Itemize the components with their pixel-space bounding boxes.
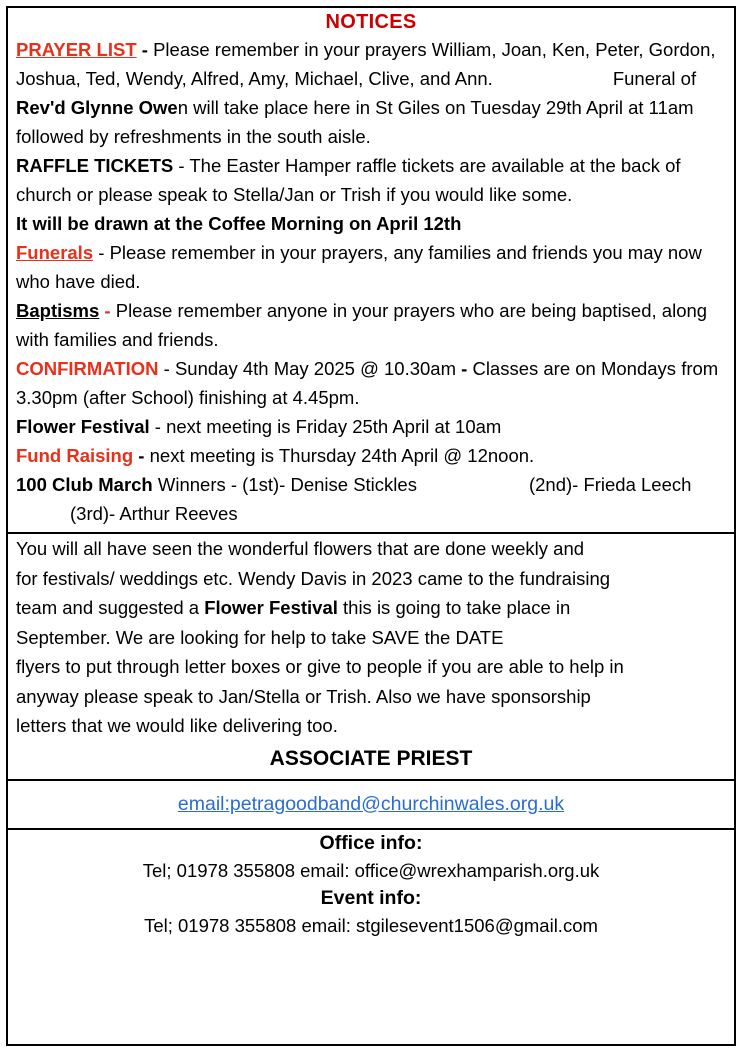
flower-festival-heading: Flower Festival	[16, 416, 150, 437]
office-info-heading: Office info:	[319, 831, 423, 854]
raffle-text: The Easter Hamper raffle tickets are available at the back of church or please speak to Stella/Jan or Trish if you would like some.	[16, 155, 681, 205]
prayer-list-paragraph	[16, 35, 726, 151]
event-info-line: Tel; 01978 355808 email: stgilesevent1506@gmail.com	[144, 914, 598, 936]
confirmation-sep: -	[456, 358, 473, 379]
raffle-paragraph	[16, 151, 726, 209]
event-info-heading: Event info:	[320, 886, 422, 909]
raffle-heading: RAFFLE TICKETS	[16, 155, 174, 176]
funeral-name: Rev'd Glynne Owe	[16, 97, 178, 118]
raffle-draw-line: It will be drawn at the Coffee Morning on April 12th	[16, 213, 462, 234]
flowers-line-5: flyers to put through letter boxes or give to people if you are able to help in	[16, 656, 624, 677]
funeral-intro: Funeral of	[612, 68, 697, 89]
flower-festival-appeal-section	[8, 532, 734, 779]
notices-body	[16, 35, 726, 532]
flowers-line-2: for festivals/ weddings etc. Wendy Davis in 2023 came to the fundraising	[16, 567, 611, 589]
associate-priest-email-section	[8, 779, 734, 828]
club100-third: (3rd)- Arthur Reeves	[70, 503, 238, 524]
flowers-line-3-a: team and suggested a	[16, 597, 205, 618]
fund-raising-text: next meeting is Thursday 24th April @ 12noon.	[149, 445, 535, 466]
funerals-dash: -	[93, 242, 110, 263]
flowers-line-3-b: this is going to take place in	[337, 597, 571, 618]
notices-section	[8, 8, 734, 532]
page-title: NOTICES	[325, 11, 417, 33]
flowers-line-1: You will all have seen the wonderful flowers that are done weekly and	[16, 538, 585, 559]
contact-section	[8, 828, 734, 944]
flowers-line-7: letters that we would like delivering too.	[16, 715, 338, 736]
flowers-line-3-bold: Flower Festival	[204, 597, 338, 618]
baptisms-text: Please remember anyone in your prayers who are being baptised, along with families and friends.	[16, 300, 708, 350]
baptisms-heading: Baptisms	[16, 300, 100, 321]
baptisms-paragraph	[16, 296, 726, 354]
page-border	[6, 6, 736, 1046]
flower-festival-dash: -	[149, 416, 167, 437]
confirmation-date: Sunday 4th May 2025 @ 10.30am	[174, 358, 456, 379]
fund-raising-paragraph	[16, 441, 726, 470]
club100-heading: 100 Club March	[16, 474, 153, 495]
fund-raising-heading: Fund Raising	[16, 445, 134, 466]
confirmation-dash: -	[158, 358, 175, 379]
confirmation-classes: Classes are on Mondays from 3.30pm (after School) finishing at 4.45pm.	[16, 358, 719, 408]
raffle-dash: -	[173, 155, 190, 176]
club100-paragraph	[16, 470, 726, 528]
flower-festival-text: next meeting is Friday 25th April at 10am	[166, 416, 502, 437]
funerals-paragraph	[16, 238, 726, 296]
fund-raising-dash: -	[133, 445, 150, 466]
baptisms-dash: -	[99, 300, 116, 321]
flowers-line-4: September. We are looking for help to take SAVE the DATE	[16, 626, 504, 648]
confirmation-heading: CONFIRMATION	[16, 358, 159, 379]
associate-priest-email-link[interactable]: email:petragoodband@churchinwales.org.uk	[177, 792, 565, 815]
associate-priest-heading: ASSOCIATE PRIEST	[269, 746, 473, 770]
flower-festival-paragraph	[16, 412, 726, 441]
club100-second: (2nd)- Frieda Leech	[528, 474, 692, 495]
funeral-rest: n will take place here in St Giles on Tuesday 29th April at 11am followed by refreshments in the south aisle.	[16, 97, 694, 147]
flowers-line-6: anyway please speak to Jan/Stella or Trish. Also we have sponsorship	[16, 685, 591, 707]
confirmation-paragraph	[16, 354, 726, 412]
funerals-heading: Funerals	[16, 242, 94, 263]
club100-first: Winners - (1st)- Denise Stickles	[157, 474, 417, 495]
prayer-list-heading: PRAYER LIST	[16, 39, 137, 60]
prayer-list-text: Please remember in your prayers William, Joan, Ken, Peter, Gordon, Joshua, Ted, Wendy, Alfred, Amy, Michael, Clive, and Ann.	[16, 39, 716, 89]
funerals-text: Please remember in your prayers, any families and friends you may now who have died.	[16, 242, 702, 292]
office-info-line: Tel; 01978 355808 email: office@wrexhamparish.org.uk	[142, 859, 600, 881]
prayer-list-dash: -	[136, 39, 154, 60]
flowers-line-3	[16, 593, 726, 623]
